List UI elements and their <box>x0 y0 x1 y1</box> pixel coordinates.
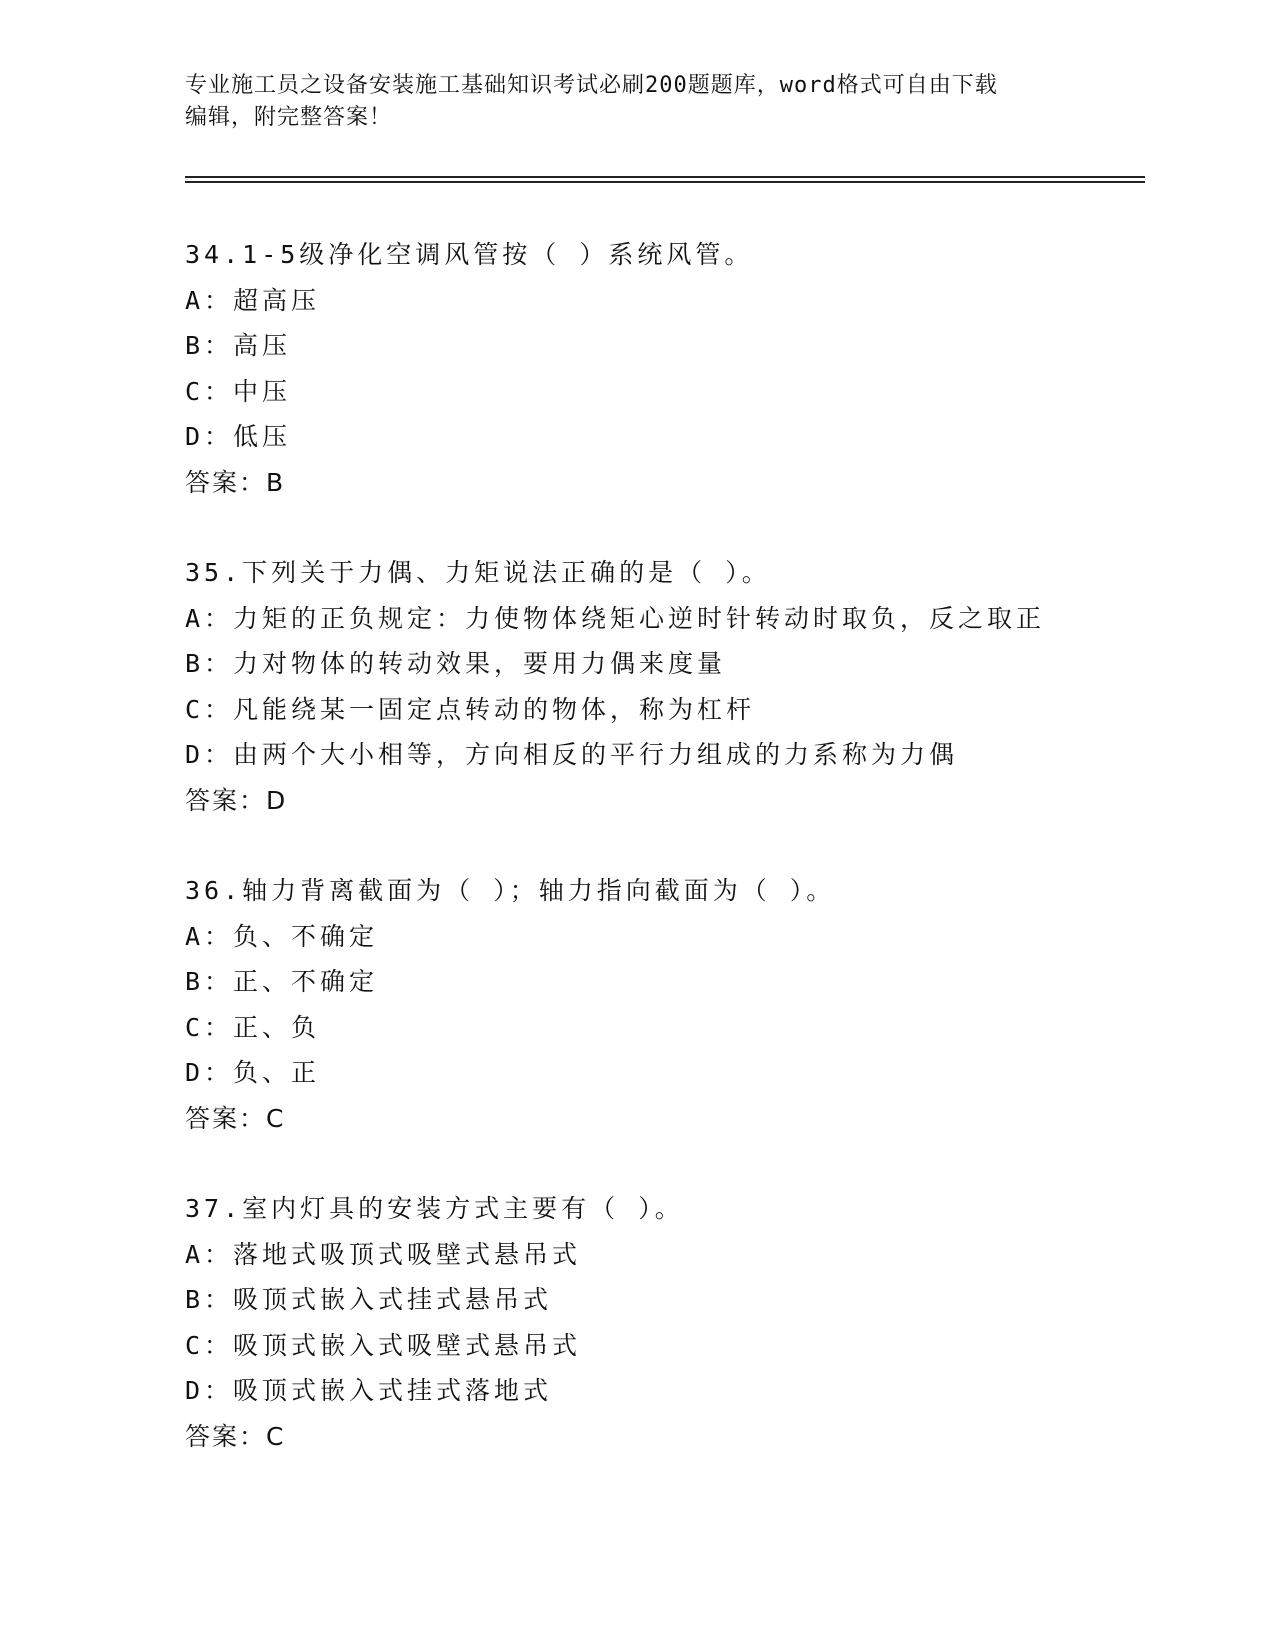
answer-line: 答案：D <box>185 785 288 815</box>
option-a: A：超高压 <box>185 285 321 315</box>
answer-line: 答案：C <box>185 1103 286 1133</box>
option-c: C：凡能绕某一固定点转动的物体，称为杠杆 <box>185 694 756 724</box>
question-35 <box>185 550 1185 823</box>
header-title-line-1: 专业施工员之设备安装施工基础知识考试必刷200题题库，word格式可自由下载 <box>185 73 998 98</box>
question-37 <box>185 1186 1185 1459</box>
question-stem: 36.轴力背离截面为（ ）；轴力指向截面为（ ）。 <box>185 876 836 905</box>
option-d: D：负、正 <box>185 1058 321 1087</box>
header-divider-bottom <box>185 181 1145 183</box>
answer-line: 答案：B <box>185 467 286 497</box>
option-a: A：负、不确定 <box>185 921 379 951</box>
option-d: D：低压 <box>185 422 292 451</box>
header-divider-top <box>185 176 1145 178</box>
option-b: B：力对物体的转动效果，要用力偶来度量 <box>185 649 727 678</box>
question-stem: 37.室内灯具的安装方式主要有（ ）。 <box>185 1194 684 1223</box>
question-36 <box>185 868 1185 1141</box>
question-stem: 34.1-5级净化空调风管按（ ）系统风管。 <box>185 240 754 269</box>
option-c: C：正、负 <box>185 1012 321 1042</box>
option-c: C：吸顶式嵌入式吸壁式悬吊式 <box>185 1330 582 1360</box>
question-34 <box>185 232 1185 505</box>
option-d: D：吸顶式嵌入式挂式落地式 <box>185 1376 553 1405</box>
document-header <box>185 70 1085 134</box>
option-c: C：中压 <box>185 376 292 406</box>
option-a: A：力矩的正负规定：力使物体绕矩心逆时针转动时取负，反之取正 <box>185 603 1046 633</box>
header-title-line-2: 编辑，附完整答案！ <box>185 105 393 130</box>
option-a: A：落地式吸顶式吸壁式悬吊式 <box>185 1239 582 1269</box>
question-stem: 35.下列关于力偶、力矩说法正确的是（ ）。 <box>185 558 771 587</box>
option-b: B：吸顶式嵌入式挂式悬吊式 <box>185 1285 553 1314</box>
option-b: B：高压 <box>185 331 292 360</box>
option-d: D：由两个大小相等，方向相反的平行力组成的力系称为力偶 <box>185 740 959 769</box>
answer-line: 答案：C <box>185 1421 286 1451</box>
option-b: B：正、不确定 <box>185 967 379 996</box>
